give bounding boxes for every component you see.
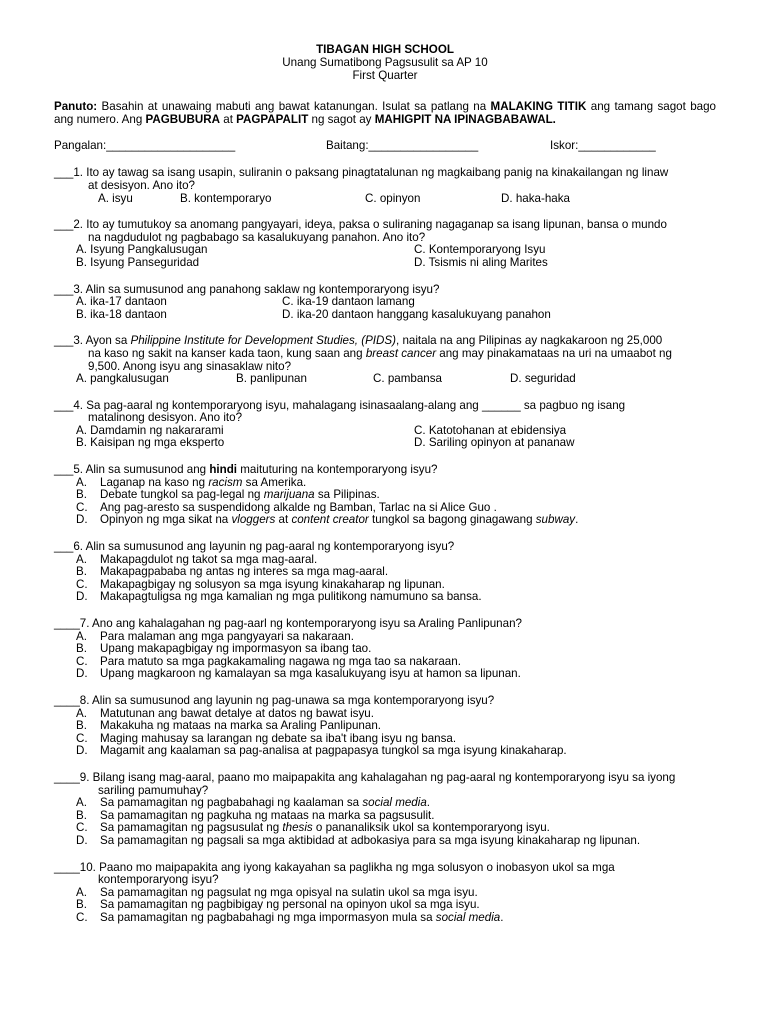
option-letter: D.	[76, 833, 88, 847]
question-stem: ___6. Alin sa sumusunod ang layunin ng pag-aaral ng kontemporaryong isyu?	[54, 540, 455, 554]
option-d: D. ika-20 dantaon hanggang kasalukuyang panahon	[282, 307, 551, 321]
question-stem-continuation: 9,500. Anong isyu ang sinasaklaw nito?	[88, 359, 292, 373]
question-stem: ____8. Alin sa sumusunod ang layunin ng pag-unawa sa mga kontemporaryong isyu?	[54, 693, 495, 707]
instructions	[54, 100, 716, 126]
student-info-row	[54, 139, 716, 153]
question-stem: ___3. Alin sa sumusunod ang panahong saklaw ng kontemporaryong isyu?	[54, 282, 440, 296]
instructions-text: ang tamang sagot bago ang numero. Ang	[54, 100, 717, 127]
option-letter: A.	[76, 552, 87, 566]
quarter-label: First Quarter	[352, 68, 418, 82]
option-b: B. ika-18 dantaon	[76, 307, 167, 321]
option-c: C. Katotohanan at ebidensiya	[414, 423, 567, 437]
option-letter: B.	[76, 898, 87, 912]
instructions-text: ng sagot ay	[308, 113, 375, 127]
option-text: Makapagpababa ng antas ng interes sa mga mag-aaral.	[100, 565, 389, 579]
option-d	[54, 668, 716, 681]
option-letter: A.	[76, 885, 87, 899]
option-letter: C.	[76, 821, 88, 835]
instructions-emphasis: MALAKING TITIK	[490, 100, 587, 114]
question-stem-continuation: sariling pamumuhay?	[98, 783, 209, 797]
question-stem-continuation	[54, 348, 716, 361]
school-name: TIBAGAN HIGH SCHOOL	[316, 43, 454, 56]
option-text: Makakuha ng mataas na marka sa Araling Panlipunan.	[100, 719, 381, 733]
option-d: D. Tsismis ni aling Marites	[414, 255, 548, 269]
option-letter: A.	[76, 629, 87, 643]
option-b: B. Kaisipan ng mga eksperto	[76, 436, 225, 450]
option-text: Makapagbigay ng solusyon sa mga isyung kinakaharap ng lipunan.	[100, 577, 445, 591]
question-5	[54, 464, 716, 527]
option-c: C. ika-19 dantaon lamang	[282, 295, 415, 309]
option-c: C. pambansa	[373, 372, 442, 386]
option-letter: B.	[76, 719, 87, 733]
option-letter: A.	[76, 706, 87, 720]
option-b: B. Isyung Panseguridad	[76, 255, 200, 269]
instructions-text: at	[220, 113, 237, 127]
question-9	[54, 772, 716, 848]
option-a: A. Damdamin ng nakararami	[76, 423, 224, 437]
option-b	[54, 720, 716, 733]
name-field[interactable]: Pangalan:____________________	[54, 139, 236, 153]
option-letter: D.	[76, 513, 88, 527]
option-letter: C.	[76, 910, 88, 924]
option-text: Makapagdulot ng takot sa mga mag-aaral.	[100, 552, 318, 566]
question-stem: ____7. Ano ang kahalagahan ng pag-aarl ng kontemporaryong isyu sa Araling Panlipunan?	[54, 617, 522, 631]
stem-bold: hindi	[209, 463, 238, 477]
option-a: A. ika-17 dantaon	[76, 295, 167, 309]
option-letter: B.	[76, 488, 87, 502]
option-text: Sa pamamagitan ng pagbibigay ng personal na opinyon ukol sa mga isyu.	[100, 898, 480, 912]
option-d: D. Sariling opinyon at pananaw	[414, 436, 575, 450]
question-8	[54, 695, 716, 758]
option-d	[54, 745, 716, 758]
instructions-emphasis: PAGPAPALIT	[236, 113, 309, 127]
option-letter: D.	[76, 667, 88, 681]
question-stem-continuation: na nagdudulot ng pagbabago sa kasalukuyang panahon. Ano ito?	[88, 230, 426, 244]
option-a: A. Isyung Pangkalusugan	[76, 243, 208, 257]
option-text: Sa pamamagitan ng pagkuha ng mataas na marka sa pagsusulit.	[100, 808, 435, 822]
option-text: Maging mahusay sa larangan ng debate sa iba't ibang isyu ng bansa.	[100, 731, 457, 745]
option-c: C. opinyon	[365, 191, 421, 205]
option-text: Magamit ang kaalaman sa pag-analisa at pagpapasya tungkol sa mga isyung kinakaharap.	[100, 744, 567, 758]
answer-options	[54, 437, 716, 450]
option-text: Debate tungkol sa pag-legal ng marijuana sa Pilipinas.	[100, 488, 380, 502]
option-text: Para malaman ang mga pangyayari sa nakaraan.	[100, 629, 354, 643]
option-text: Opinyon ng mga sikat na vloggers at content creator tungkol sa bagong ginagawang subway.	[100, 513, 579, 527]
question-stem: ____10. Paano mo maipapakita ang iyong kakayahan sa paglikha ng mga solusyon o inobasyon ukol sa mga	[54, 860, 615, 874]
option-letter: C.	[76, 500, 88, 514]
question-3	[54, 284, 716, 322]
stem-text: maituturing na kontemporaryong isyu?	[237, 463, 438, 477]
stem-italic: breast cancer	[365, 346, 437, 360]
question-stem: ____9. Bilang isang mag-aaral, paano mo maipapakita ang kahalagahan ng pag-aaral ng kontemporaryong isyu sa iyong	[54, 770, 676, 784]
option-b	[54, 643, 716, 656]
question-4	[54, 400, 716, 450]
option-text: Matutunan ang bawat detalye at datos ng bawat isyu.	[100, 706, 374, 720]
answer-options	[54, 257, 716, 270]
option-b	[54, 566, 716, 579]
question-7	[54, 618, 716, 681]
instructions-label: Panuto:	[54, 100, 98, 114]
option-letter: B.	[76, 565, 87, 579]
option-letter: C.	[76, 731, 88, 745]
option-b: B. panlipunan	[236, 372, 307, 386]
question-stem-continuation: matalinong desisyon. Ano ito?	[88, 411, 243, 425]
option-letter: C.	[76, 577, 88, 591]
option-text: Upang makapagbigay ng impormasyon sa ibang tao.	[100, 642, 372, 656]
exam-title: Unang Sumatibong Pagsusulit sa AP 10	[282, 55, 488, 69]
option-text: Ang pag-aresto sa suspendidong alkalde ng Bamban, Tarlac na si Alice Guo .	[100, 500, 497, 514]
option-d	[54, 591, 716, 604]
option-letter: D.	[76, 744, 88, 758]
question-stem: ___4. Sa pag-aaral ng kontemporaryong isyu, mahalagang isinasaalang-alang ang ______ sa pagbuo ng isang	[54, 398, 626, 412]
option-text: Sa pamamagitan ng pagsali sa mga aktibidad at adbokasiya para sa mga isyung kinakaharap ng lipunan.	[100, 833, 641, 847]
option-b: B. kontemporaryo	[180, 191, 272, 205]
question-1	[54, 167, 716, 205]
option-text: Laganap na kaso ng racism sa Amerika.	[100, 475, 307, 489]
option-a	[54, 797, 716, 810]
stem-text: ___3. Ayon sa	[54, 334, 131, 348]
stem-italic: Philippine Institute for Development Studies, (PIDS)	[130, 334, 396, 348]
option-text: Para matuto sa mga pagkakamaling nagawa ng mga tao sa nakaraan.	[100, 654, 461, 668]
option-letter: A.	[76, 475, 87, 489]
option-text: Makapagtuligsa ng mga kamalian ng mga pulitikong namumuno sa bansa.	[100, 590, 482, 604]
instructions-emphasis: PAGBUBURA	[145, 113, 221, 127]
option-b	[54, 489, 716, 502]
option-d: D. seguridad	[510, 372, 576, 386]
option-text: Sa pamamagitan ng pagbabahagi ng mga impormasyon mula sa social media.	[100, 910, 504, 924]
instructions-text: Basahin at unawaing mabuti ang bawat katanungan. Isulat sa patlang na	[97, 100, 491, 114]
exam-header	[54, 44, 716, 82]
grade-field[interactable]: Baitang:_________________	[326, 139, 479, 153]
question-stem-continuation: kontemporaryong isyu?	[98, 873, 219, 887]
answer-options	[54, 296, 716, 309]
instructions-emphasis: MAHIGPIT NA IPINAGBABAWAL.	[374, 113, 556, 127]
answer-options	[54, 193, 716, 206]
option-c: C. Kontemporaryong Isyu	[414, 243, 546, 257]
option-text: Upang magkaroon ng kamalayan sa mga kasalukuyang isyu at hamon sa lipunan.	[100, 667, 521, 681]
stem-text: ___5. Alin sa sumusunod ang	[54, 463, 210, 477]
option-letter: A.	[76, 796, 87, 810]
option-a: A. pangkalusugan	[76, 372, 169, 386]
option-text: Sa pamamagitan ng pagsulat ng mga opisyal na sulatin ukol sa mga isyu.	[100, 885, 478, 899]
option-d: D. haka-haka	[501, 191, 570, 205]
option-letter: C.	[76, 654, 88, 668]
answer-options	[54, 309, 716, 322]
option-letter: B.	[76, 808, 87, 822]
option-d	[54, 835, 716, 848]
question-3b	[54, 335, 716, 385]
question-stem: ___2. Ito ay tumutukoy sa anomang pangyayari, ideya, paksa o suliraning nagaganap sa isang lipunan, bansa o mundo	[54, 218, 667, 232]
answer-options	[54, 373, 716, 386]
option-text: Sa pamamagitan ng pagsusulat ng thesis o pananaliksik ukol sa kontemporaryong isyu.	[100, 821, 550, 835]
question-2	[54, 219, 716, 269]
option-letter: B.	[76, 642, 87, 656]
question-stem-continuation: at desisyon. Ano ito?	[88, 178, 195, 192]
option-a: A. isyu	[98, 191, 133, 205]
question-10	[54, 862, 716, 925]
stem-text: , naitala na ang Pilipinas ay nagkakaroon ng 25,000	[396, 334, 663, 348]
score-field[interactable]: Iskor:____________	[550, 139, 656, 153]
question-6	[54, 541, 716, 604]
option-letter: D.	[76, 590, 88, 604]
stem-text: ang may pinakamataas na uri na umaabot ng	[436, 346, 672, 360]
stem-text: na kaso ng sakit na kanser kada taon, kung saan ang	[88, 346, 366, 360]
option-text: Sa pamamagitan ng pagbabahagi ng kaalaman sa social media.	[100, 796, 431, 810]
option-c	[54, 912, 716, 925]
question-stem: ___1. Ito ay tawag sa isang usapin, suliranin o paksang pinagtatalunan ng magkaibang panig na kinakailangan ng linaw	[54, 166, 669, 180]
option-d	[54, 514, 716, 527]
